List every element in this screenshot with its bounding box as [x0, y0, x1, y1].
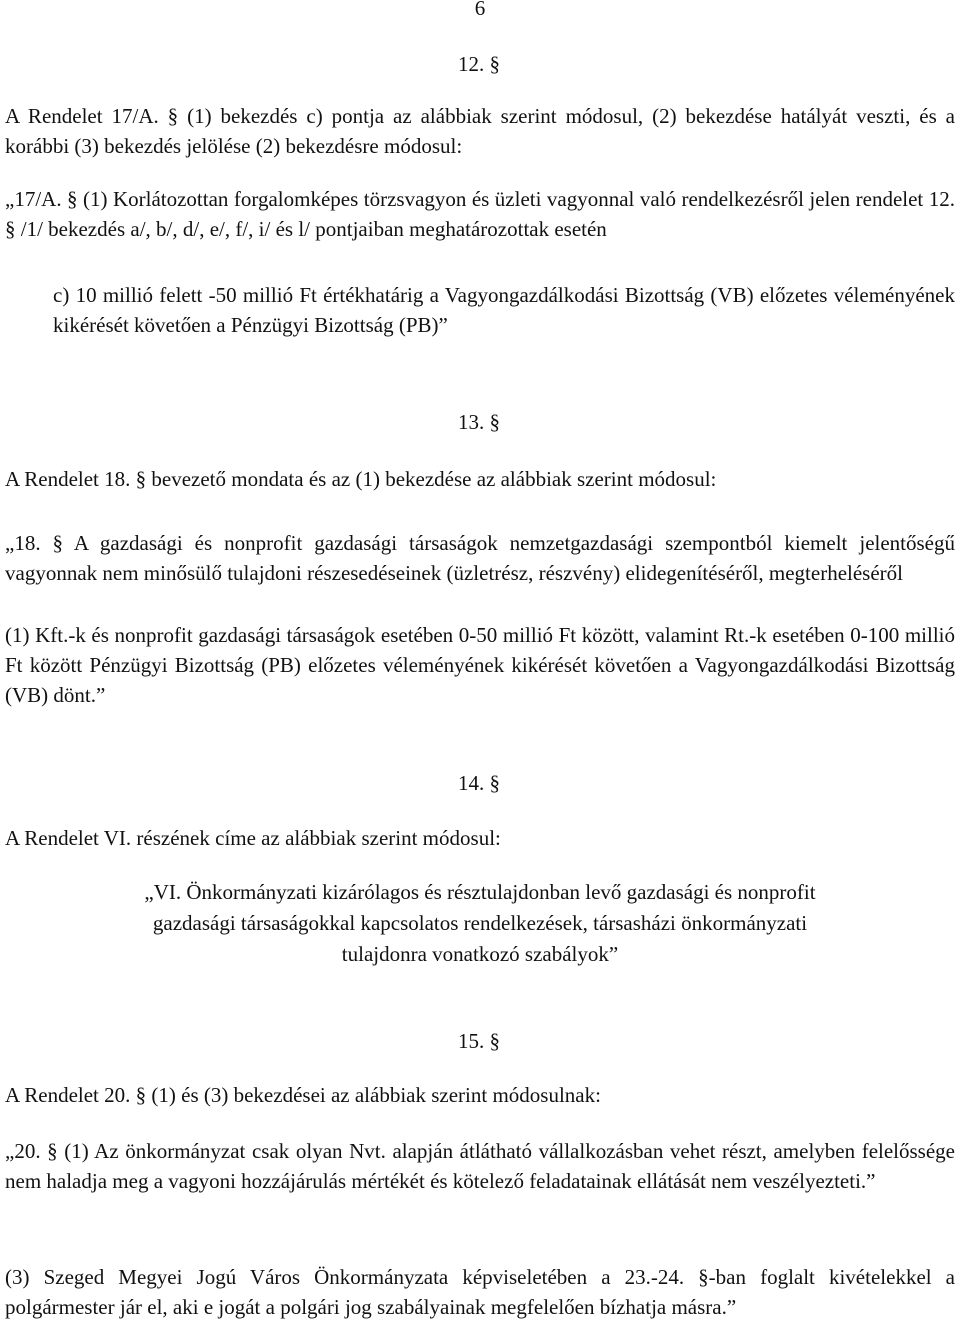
section-number-12: 12. § [458, 52, 500, 76]
section-15-paragraph-1: „20. § (1) Az önkormányzat csak olyan Nvt. alapján átlátható vállalkozásban vehet részt, amelyben felelőssége nem haladja meg a vagyoni hozzájárulás mértékét és kötelező feladatainak ellátását nem veszélyezteti.” [5, 1139, 955, 1193]
section-13-intro: A Rendelet 18. § bevezető mondata és az (1) bekezdése az alábbiak szerint módosul: [5, 467, 717, 491]
section-13-paragraph-1: (1) Kft.-k és nonprofit gazdasági társaságok esetében 0-50 millió Ft között, valamint Rt.-k esetében 0-100 millió Ft között Pénzügyi Bizottság (PB) előzetes véleményének kikérését követően a Vagyongazdálkodási Bizottság (VB) dönt.” [5, 623, 955, 707]
section-12-point-c: c) 10 millió felett -50 millió Ft értékhatárig a Vagyongazdálkodási Bizottság (VB) előzetes véleményének kikérését követően a Pénzügyi Bizottság (PB)” [53, 283, 955, 337]
page-number: 6 [474, 0, 486, 20]
section-number-14: 14. § [458, 771, 500, 795]
section-12-intro: A Rendelet 17/A. § (1) bekezdés c) pontja az alábbiak szerint módosul, (2) bekezdése hatályát veszti, és a korábbi (3) bekezdés jelölése (2) bekezdésre módosul: [5, 104, 955, 158]
section-14-title-line-1: „VI. Önkormányzati kizárólagos és résztulajdonban levő gazdasági és nonprofit [144, 880, 816, 904]
section-13-quote-paragraph: „18. § A gazdasági és nonprofit gazdasági társaságok nemzetgazdasági szempontból kiemelt jelentőségű vagyonnak nem minősülő tulajdoni részesedéseinek (üzletrész, részvény) elidegenítéséről, megterheléséről [5, 531, 955, 585]
section-14-title-line-2: gazdasági társaságokkal kapcsolatos rendelkezések, társasházi önkormányzati [152, 911, 808, 935]
section-number-13: 13. § [458, 410, 500, 434]
section-number-15: 15. § [458, 1029, 500, 1053]
section-12-quote-paragraph: „17/A. § (1) Korlátozottan forgalomképes törzsvagyon és üzleti vagyonnal való rendelkezésről jelen rendelet 12. § /1/ bekezdés a/, b/, d/, e/, f/, i/ és l/ pontjaiban meghatározottak esetén [5, 187, 955, 241]
section-15-paragraph-3: (3) Szeged Megyei Jogú Város Önkormányzata képviseletében a 23.-24. §-ban foglalt kivételekkel a polgármester jár el, aki e jogát a polgári jog szabályainak megfelelően bízhatja másra.” [5, 1265, 955, 1319]
section-14-title-line-3: tulajdonra vonatkozó szabályok” [341, 942, 619, 966]
section-15-intro: A Rendelet 20. § (1) és (3) bekezdései az alábbiak szerint módosulnak: [5, 1083, 601, 1107]
section-14-intro: A Rendelet VI. részének címe az alábbiak szerint módosul: [5, 826, 501, 850]
